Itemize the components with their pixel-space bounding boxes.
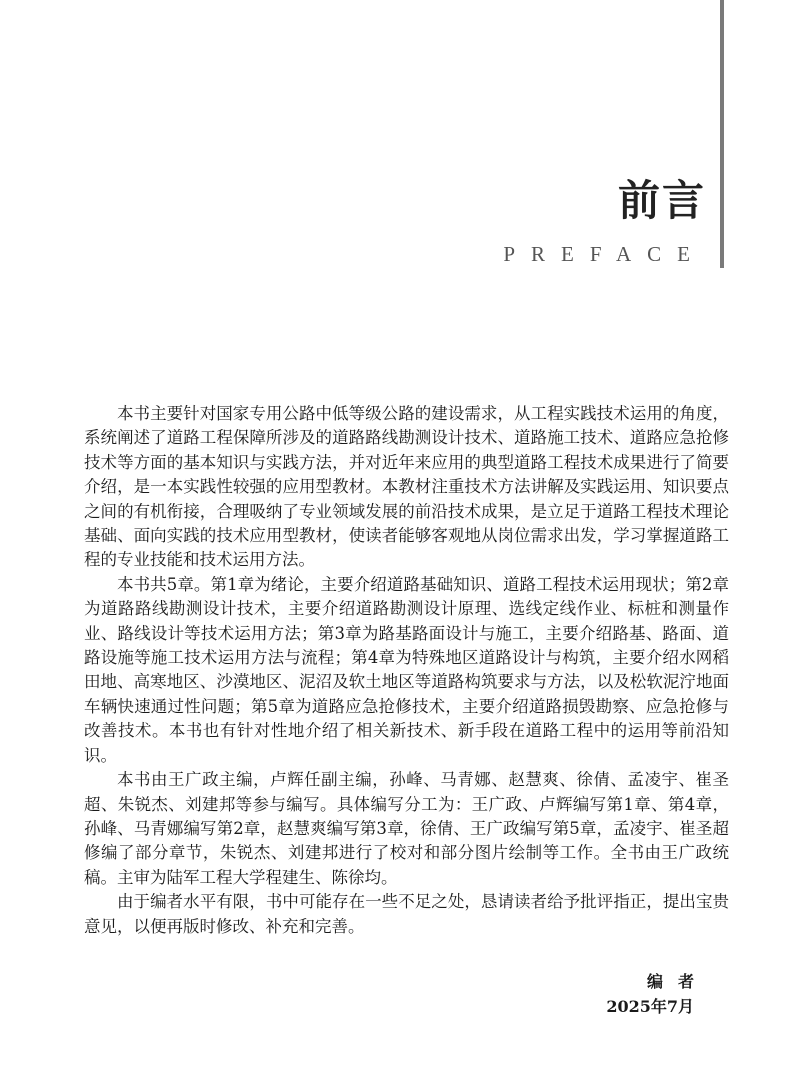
signature-date: 2025年7月 (606, 996, 694, 1016)
decorative-vertical-bar (720, 0, 724, 268)
paragraph: 本书主要针对国家专用公路中低等级公路的建设需求，从工程实践技术运用的角度，系统阐述了道路工程保障所涉及的道路路线勘测设计技术、道路施工技术、道路应急抢修技术等方面的基本知识与实践方法，并对近年来应用的典型道路工程技术成果进行了简要介绍，是一本实践性较强的应用型教材。本教材注重技术方法讲解及实践运用、知识要点之间的有机衔接，合理吸纳了专业领域发展的前沿技术成果，是立足于道路工程技术理论基础、面向实践的技术应用型教材，使读者能够客观地从岗位需求出发，学习掌握道路工程的专业技能和技术运用方法。 (84, 404, 729, 570)
paragraph: 本书由王广政主编，卢辉任副主编，孙峰、马青娜、赵慧爽、徐倩、孟凌宇、崔圣超、朱锐杰、刘建邦等参与编写。具体编写分工为：王广政、卢辉编写第1章、第4章，孙峰、马青娜编写第2章，赵慧爽编写第3章，徐倩、王广政编写第5章，孟凌宇、崔圣超修编了部分章节，朱锐杰、刘建邦进行了校对和部分图片绘制等工作。全书由王广政统稿。主审为陆军工程大学程建生、陈徐均。 (84, 770, 729, 887)
paragraph: 本书共5章。第1章为绪论，主要介绍道路基础知识、道路工程技术运用现状；第2章为道路路线勘测设计技术，主要介绍道路勘测设计原理、选线定线作业、标桩和测量作业、路线设计等技术运用方法；第3章为路基路面设计与施工，主要介绍路基、路面、道路设施等施工技术运用方法与流程；第4章为特殊地区道路设计与构筑，主要介绍水网稻田地、高寒地区、沙漠地区、泥沼及软土地区等道路构筑要求与方法，以及松软泥泞地面车辆快速通过性问题；第5章为道路应急抢修技术，主要介绍道路损毁勘察、应急抢修与改善技术。本书也有针对性地介绍了相关新技术、新手段在道路工程中的运用等前沿知识。 (84, 574, 729, 765)
signature-author: 编者 (646, 972, 709, 991)
preface-body (84, 402, 729, 939)
page-subtitle: PREFACE (503, 242, 706, 266)
page-title: 前言 (617, 176, 706, 225)
paragraph: 由于编者水平有限，书中可能存在一些不足之处，恳请读者给予批评指正，提出宝贵意见，以便再版时修改、补充和完善。 (84, 892, 729, 936)
signature-block (606, 970, 709, 1019)
